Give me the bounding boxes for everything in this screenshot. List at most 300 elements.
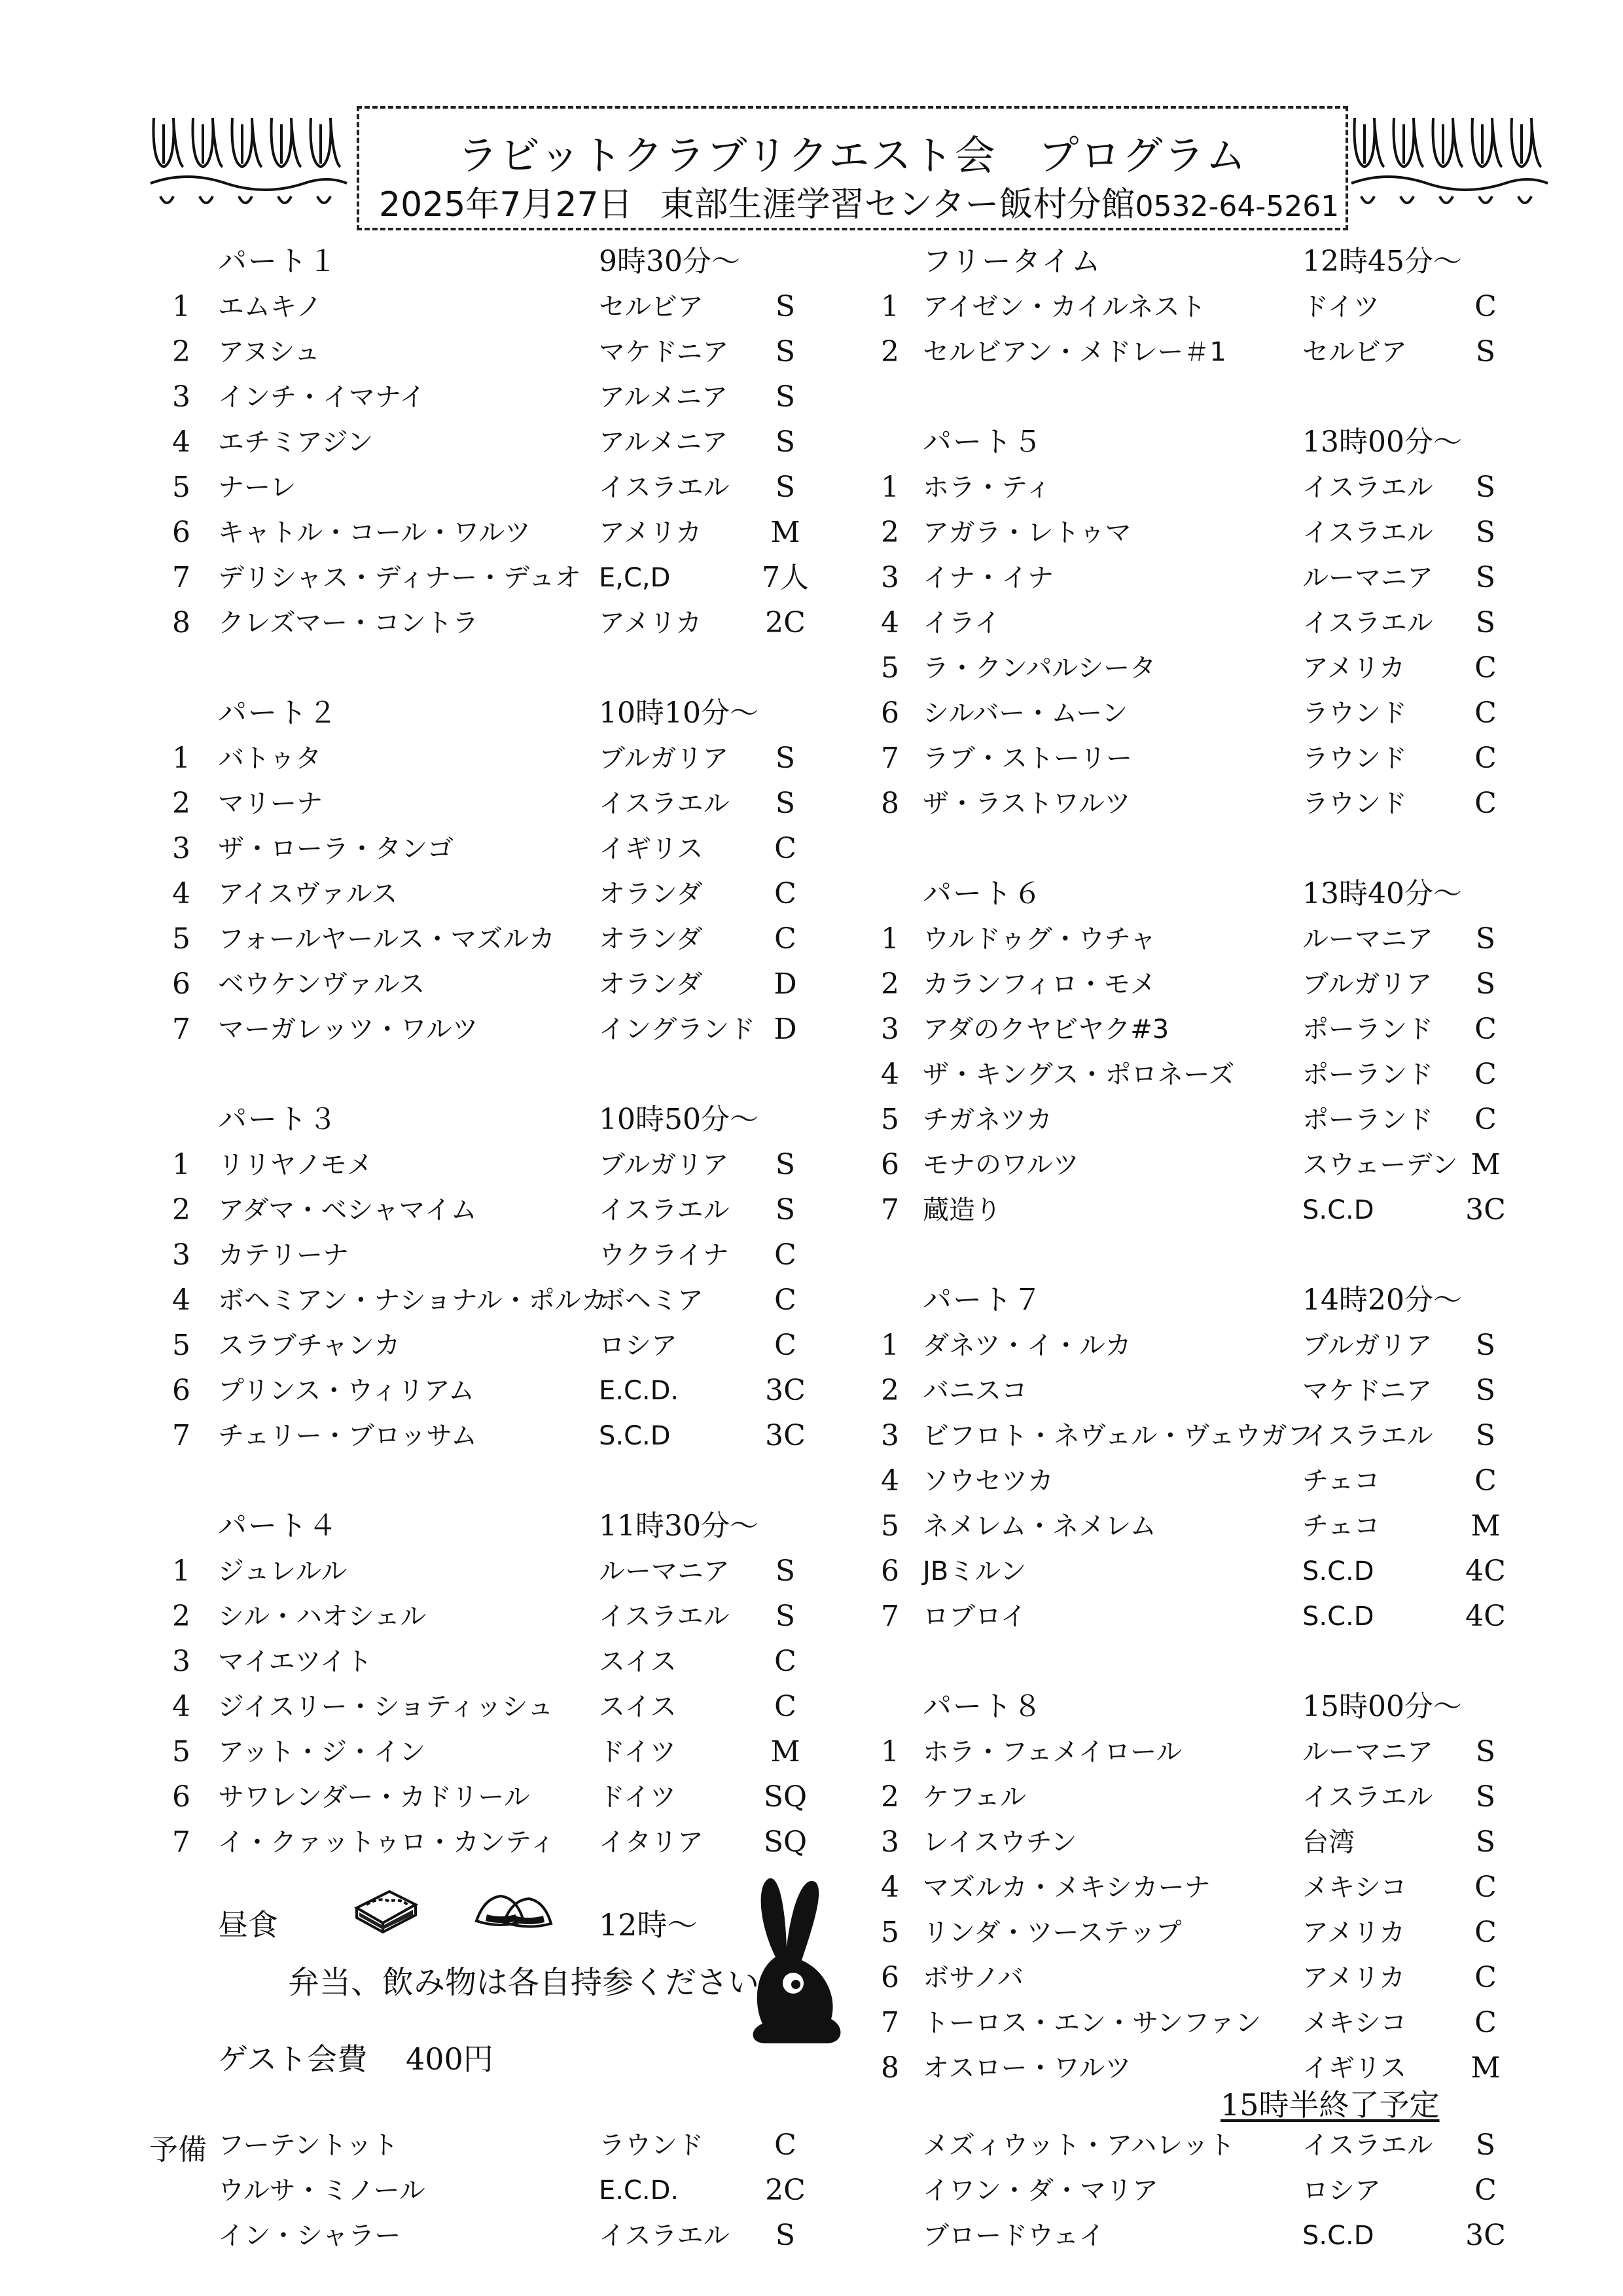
section-time: 13時40分～ — [1302, 877, 1462, 910]
dance-country: ドイツ — [599, 1782, 676, 1812]
dance-country: イスラエル — [1302, 608, 1433, 638]
event-date: 2025年7月27日 — [379, 185, 633, 224]
dance-country: イングランド — [599, 1014, 756, 1045]
dance-type: S — [1475, 606, 1496, 639]
dance-country: アルメニア — [599, 382, 728, 412]
reserve-name: フーテントット — [218, 2130, 399, 2161]
dance-country: ルーマニア — [1302, 924, 1433, 954]
dance-name: カテリーナ — [218, 1240, 349, 1270]
dance-name: サワレンダー・カドリール — [218, 1782, 530, 1812]
dance-name: マイエツイト — [218, 1647, 372, 1677]
dance-country: オランダ — [599, 969, 703, 999]
dance-number: 1 — [172, 1148, 190, 1181]
dance-number: 5 — [172, 1735, 190, 1768]
dance-number: 2 — [881, 335, 899, 368]
dance-name: イナ・イナ — [923, 563, 1054, 593]
dance-name: イ・クァットゥロ・カンティ — [218, 1827, 556, 1857]
sandwich-icon — [350, 1878, 422, 1937]
dance-name: アヌシュ — [218, 337, 321, 367]
dance-name: アダマ・ベシャマイム — [218, 1195, 477, 1225]
rabbit-silhouette-icon — [740, 1872, 857, 2051]
section-time: 13時00分～ — [1302, 425, 1462, 459]
reserve-country: ラウンド — [599, 2130, 704, 2161]
dance-country: S.C.D — [599, 1421, 671, 1451]
dance-type: S — [1475, 922, 1496, 956]
dance-name: イライ — [923, 608, 1001, 638]
dance-number: 7 — [172, 561, 190, 594]
dance-country: チェコ — [1302, 1466, 1380, 1496]
dance-type: S — [775, 335, 796, 368]
bunny-border-right — [1348, 98, 1551, 223]
dance-country: メキシコ — [1302, 1873, 1407, 1903]
dance-number: 6 — [172, 1374, 190, 1407]
dance-number: 3 — [172, 380, 190, 414]
reserve-country: イスラエル — [599, 2221, 730, 2251]
dance-name: チガネツカ — [923, 1105, 1052, 1135]
dance-name: デリシャス・ディナー・デュオ — [218, 563, 581, 593]
dance-name: マズルカ・メキシカーナ — [923, 1873, 1211, 1903]
dance-type: S — [775, 742, 796, 775]
section-title: パート２ — [218, 696, 338, 730]
dance-country: アルメニア — [599, 427, 728, 457]
section-time: 12時45分～ — [1302, 245, 1462, 278]
dance-type: S — [1475, 1825, 1496, 1859]
reserve-type: S — [775, 2219, 796, 2252]
dance-country: E.C.D. — [599, 1376, 679, 1406]
dance-type: C — [774, 832, 796, 865]
dance-name: リンダ・ツーステップ — [923, 1918, 1182, 1948]
dance-type: S — [775, 1554, 796, 1588]
dance-type: D — [774, 967, 797, 1001]
dance-name: フォールヤールス・マズルカ — [218, 924, 556, 954]
dance-number: 3 — [881, 561, 899, 594]
dance-name: アガラ・レトゥマ — [923, 518, 1132, 548]
dance-name: ジュレルル — [218, 1556, 348, 1587]
dance-number: 4 — [881, 1871, 899, 1904]
dance-country: ルーマニア — [599, 1556, 730, 1587]
dance-number: 6 — [881, 696, 899, 730]
section-title: パート５ — [923, 425, 1043, 459]
dance-name: ザ・ラストワルツ — [923, 789, 1131, 819]
dance-number: 2 — [172, 1193, 190, 1227]
dance-type: C — [774, 922, 796, 956]
dance-number: 4 — [172, 1283, 190, 1317]
page-title: ラビットクラブリクエスト会 プログラム — [457, 132, 1247, 179]
reserve-name: イン・シャラー — [218, 2221, 401, 2251]
dance-country: S.C.D — [1302, 1556, 1374, 1587]
dance-type: C — [1474, 290, 1497, 323]
dance-country: マケドニア — [1302, 1376, 1433, 1406]
dance-number: 3 — [172, 1645, 190, 1678]
dance-name: モナのワルツ — [923, 1150, 1079, 1180]
reserve-type: S — [1475, 2128, 1496, 2162]
dance-type: M — [770, 1735, 800, 1768]
dance-country: ドイツ — [1302, 292, 1380, 322]
dance-country: ボヘミア — [599, 1285, 704, 1316]
lunch-note: 弁当、飲み物は各自持参ください — [288, 1964, 760, 2001]
dance-type: S — [1475, 1780, 1496, 1814]
reserve-name: メズィウット・アハレット — [923, 2130, 1235, 2161]
dance-number: 1 — [172, 290, 190, 323]
dance-name: アイスヴァルス — [218, 879, 398, 909]
dance-country: ポーランド — [1302, 1060, 1433, 1090]
section-time: 10時10分～ — [599, 696, 758, 730]
dance-number: 3 — [172, 1238, 190, 1272]
guest-fee-label: ゲスト会費 — [218, 2041, 368, 2077]
dance-country: マケドニア — [599, 337, 729, 367]
dance-type: 7人 — [762, 561, 809, 594]
dance-name: バニスコ — [923, 1376, 1027, 1406]
dance-number: 1 — [172, 1554, 190, 1588]
dance-country: ロシア — [599, 1331, 677, 1361]
dance-name: シルバー・ムーン — [923, 698, 1128, 728]
dance-name: ホラ・ティ — [923, 473, 1052, 503]
dance-country: ブルガリア — [1302, 969, 1433, 999]
dance-name: ナーレ — [218, 473, 296, 503]
dance-number: 4 — [172, 877, 190, 910]
bunny-row-left-icon — [147, 98, 350, 223]
dance-name: エムキノ — [218, 292, 323, 322]
reserve-country: S.C.D — [1302, 2221, 1374, 2251]
dance-type: 3C — [765, 1419, 806, 1452]
dance-name: クレズマー・コントラ — [218, 608, 478, 638]
dance-country: ブルガリア — [1302, 1331, 1433, 1361]
dance-number: 5 — [881, 1509, 899, 1543]
dance-name: マリーナ — [218, 789, 323, 819]
dance-number: 6 — [172, 516, 190, 549]
dance-type: S — [1475, 967, 1496, 1001]
reserve-country: ロシア — [1302, 2176, 1381, 2206]
dance-number: 3 — [881, 1419, 899, 1452]
dance-number: 1 — [881, 922, 899, 956]
dance-name: ウルドゥグ・ウチャ — [923, 924, 1156, 954]
dance-country: アメリカ — [1302, 653, 1406, 683]
dance-country: ブルガリア — [599, 744, 729, 774]
dance-number: 6 — [881, 1148, 899, 1181]
reserve-name: ブロードウェイ — [923, 2221, 1105, 2251]
dance-number: 5 — [172, 1329, 190, 1362]
reserve-label: 予備 — [149, 2133, 207, 2166]
dance-type: C — [1474, 651, 1497, 685]
dance-country: イギリス — [599, 834, 704, 864]
dance-number: 4 — [172, 1690, 190, 1723]
dance-country: セルビア — [599, 292, 704, 322]
dance-number: 6 — [881, 1961, 899, 1994]
dance-name: アダのクヤビヤク#3 — [923, 1014, 1169, 1045]
dance-type: 4C — [1465, 1554, 1506, 1588]
dance-number: 7 — [172, 1013, 190, 1046]
dance-country: ルーマニア — [1302, 1737, 1433, 1767]
dance-type: C — [1474, 1916, 1497, 1949]
section-title: パート６ — [923, 877, 1043, 910]
dance-type: C — [1474, 1464, 1497, 1498]
dance-number: 6 — [172, 1780, 190, 1814]
reserve-type: C — [774, 2128, 796, 2162]
dance-number: 8 — [881, 787, 899, 820]
dance-country: スイス — [599, 1692, 677, 1722]
dance-number: 7 — [881, 1600, 899, 1633]
dance-name: インチ・イマナイ — [218, 382, 426, 412]
dance-type: S — [1475, 1419, 1496, 1452]
dance-name: アット・ジ・イン — [218, 1737, 426, 1767]
dance-country: メキシコ — [1302, 2008, 1407, 2038]
dance-number: 7 — [172, 1419, 190, 1452]
dance-name: ボサノバ — [923, 1963, 1024, 1993]
dance-number: 1 — [881, 1735, 899, 1768]
dance-name: 蔵造り — [923, 1195, 1001, 1225]
dance-type: S — [1475, 1735, 1496, 1768]
dance-country: ポーランド — [1302, 1014, 1433, 1045]
dance-type: S — [1475, 471, 1496, 504]
dance-number: 1 — [881, 290, 899, 323]
dance-type: S — [1475, 561, 1496, 594]
dance-country: アメリカ — [1302, 1963, 1406, 1993]
dance-name: ボヘミアン・ナショナル・ポルカ — [218, 1285, 607, 1316]
dance-type: S — [775, 290, 796, 323]
section-title: パート１ — [218, 245, 338, 278]
dance-type: M — [1471, 1509, 1501, 1543]
dance-type: 4C — [1465, 1600, 1506, 1633]
dance-type: S — [775, 1193, 796, 1227]
dance-number: 5 — [172, 922, 190, 956]
dance-type: C — [1474, 1961, 1497, 1994]
reserve-name: ウルサ・ミノール — [218, 2176, 425, 2206]
dance-country: ドイツ — [599, 1737, 676, 1767]
dance-name: カランフィロ・モメ — [923, 969, 1156, 999]
section-time: 9時30分～ — [599, 245, 740, 278]
dance-number: 4 — [881, 1464, 899, 1498]
dance-name: ラブ・ストーリー — [923, 744, 1132, 774]
dance-country: オランダ — [599, 879, 703, 909]
dance-type: C — [774, 877, 796, 910]
title-box — [357, 106, 1348, 230]
dance-type: S — [775, 1600, 796, 1633]
dance-country: イスラエル — [1302, 1421, 1433, 1451]
section-time: 15時00分～ — [1302, 1690, 1462, 1723]
dance-name: ザ・キングス・ポロネーズ — [923, 1060, 1235, 1090]
dance-number: 8 — [172, 606, 190, 639]
dance-name: リリヤノモメ — [218, 1150, 373, 1180]
dance-name: ホラ・フェメイロール — [923, 1737, 1183, 1767]
dance-country: 台湾 — [1302, 1827, 1355, 1857]
dance-type: S — [1475, 1374, 1496, 1407]
dance-country: ラウンド — [1302, 789, 1407, 819]
dance-type: S — [1475, 516, 1496, 549]
dance-name: ネメレム・ネメレム — [923, 1511, 1156, 1541]
dance-type: S — [775, 380, 796, 414]
dance-number: 3 — [172, 832, 190, 865]
dance-type: M — [1471, 2051, 1501, 2085]
dance-country: アメリカ — [599, 608, 702, 638]
dance-name: エチミアジン — [218, 427, 374, 457]
dance-name: チェリー・ブロッサム — [218, 1421, 477, 1451]
dance-name: スラブチャンカ — [218, 1331, 401, 1361]
dance-country: ブルガリア — [599, 1150, 729, 1180]
dance-country: イスラエル — [599, 1602, 730, 1632]
dance-name: JBミルン — [923, 1556, 1027, 1587]
dance-type: C — [774, 1645, 796, 1678]
dance-name: ベウケンヴァルス — [218, 969, 425, 999]
dance-type: S — [775, 1148, 796, 1181]
dance-number: 5 — [172, 471, 190, 504]
dance-number: 1 — [172, 742, 190, 775]
dance-name: ザ・ローラ・タンゴ — [218, 834, 454, 864]
dance-number: 6 — [172, 967, 190, 1001]
dance-country: S.C.D — [1302, 1195, 1374, 1225]
section-title: パート４ — [218, 1509, 338, 1543]
dance-country: ポーランド — [1302, 1105, 1433, 1135]
dance-type: S — [1475, 1329, 1496, 1362]
dance-type: C — [1474, 1058, 1497, 1091]
dance-type: D — [774, 1013, 797, 1046]
dance-type: C — [1474, 1103, 1497, 1136]
section-title: フリータイム — [923, 245, 1102, 278]
dance-name: ジイスリー・ショティッシュ — [218, 1692, 554, 1722]
dance-country: セルビア — [1302, 337, 1407, 367]
dance-country: S.C.D — [1302, 1602, 1374, 1632]
end-time-note: 15時半終了予定 — [1221, 2087, 1440, 2123]
dance-number: 7 — [881, 1193, 899, 1227]
dance-type: 2C — [765, 606, 806, 639]
dance-number: 7 — [172, 1825, 190, 1859]
dance-number: 2 — [172, 787, 190, 820]
dance-number: 1 — [881, 471, 899, 504]
dance-type: S — [1475, 335, 1496, 368]
dance-name: ビフロト・ネヴェル・ヴェウガフ — [923, 1421, 1313, 1451]
dance-country: イスラエル — [1302, 518, 1433, 548]
dance-name: キャトル・コール・ワルツ — [218, 518, 531, 548]
dance-number: 8 — [881, 2051, 899, 2085]
dance-name: プリンス・ウィリアム — [218, 1376, 474, 1406]
dance-type: M — [1471, 1148, 1501, 1181]
dance-type: 3C — [765, 1374, 806, 1407]
dance-number: 6 — [881, 1554, 899, 1588]
dance-type: C — [1474, 2006, 1497, 2039]
dance-name: ロブロイ — [923, 1602, 1027, 1632]
dance-country: イスラエル — [1302, 1782, 1433, 1812]
dance-type: C — [774, 1238, 796, 1272]
rice-ball-icon — [471, 1888, 556, 1937]
dance-country: ルーマニア — [1302, 563, 1433, 593]
dance-name: アイゼン・カイルネスト — [923, 292, 1206, 322]
dance-country: イスラエル — [599, 789, 730, 819]
dance-type: SQ — [763, 1825, 808, 1859]
date-venue-line — [379, 177, 1339, 226]
dance-number: 3 — [881, 1013, 899, 1046]
dance-name: シル・ハオシェル — [218, 1602, 427, 1632]
reserve-type: 3C — [1465, 2219, 1506, 2252]
bunny-row-right-icon — [1348, 98, 1551, 223]
dance-country: イスラエル — [1302, 473, 1433, 503]
dance-number: 2 — [172, 1600, 190, 1633]
dance-country: ラウンド — [1302, 744, 1407, 774]
dance-name: マーガレッツ・ワルツ — [218, 1014, 478, 1045]
dance-type: C — [774, 1283, 796, 1317]
bunny-border-left — [147, 98, 350, 223]
section-time: 11時30分～ — [599, 1509, 758, 1543]
dance-type: C — [774, 1690, 796, 1723]
dance-country: イスラエル — [599, 1195, 730, 1225]
dance-country: E,C,D — [599, 563, 671, 593]
dance-number: 2 — [172, 335, 190, 368]
dance-number: 5 — [881, 651, 899, 685]
dance-country: アメリカ — [599, 518, 702, 548]
venue: 東部生涯学習センター飯村分館 — [660, 185, 1135, 224]
dance-number: 2 — [881, 967, 899, 1001]
dance-country: アメリカ — [1302, 1918, 1406, 1948]
reserve-type: C — [1474, 2174, 1497, 2207]
dance-type: C — [1474, 696, 1497, 730]
dance-name: トーロス・エン・サンファン — [923, 2008, 1262, 2038]
section-time: 10時50分～ — [599, 1103, 758, 1136]
dance-country: スイス — [599, 1647, 677, 1677]
dance-name: セルビアン・メドレー＃1 — [923, 337, 1226, 367]
dance-country: オランダ — [599, 924, 703, 954]
dance-number: 4 — [172, 425, 190, 459]
dance-name: オスロー・ワルツ — [923, 2053, 1132, 2083]
dance-number: 4 — [881, 1058, 899, 1091]
lunch-label: 昼食 — [218, 1907, 278, 1943]
dance-type: C — [1474, 742, 1497, 775]
dance-type: 3C — [1465, 1193, 1506, 1227]
dance-country: イタリア — [599, 1827, 704, 1857]
dance-type: C — [1474, 787, 1497, 820]
guest-fee-amount: 400円 — [406, 2041, 493, 2077]
dance-name: ラ・クンパルシータ — [923, 653, 1156, 683]
dance-country: イスラエル — [599, 473, 730, 503]
dance-number: 5 — [881, 1103, 899, 1136]
dance-country: ラウンド — [1302, 698, 1407, 728]
reserve-country: E.C.D. — [599, 2176, 679, 2206]
section-title: パート７ — [923, 1283, 1043, 1317]
reserve-type: 2C — [765, 2174, 806, 2207]
dance-number: 7 — [881, 742, 899, 775]
dance-number: 2 — [881, 516, 899, 549]
dance-number: 1 — [881, 1329, 899, 1362]
dance-number: 2 — [881, 1780, 899, 1814]
dance-name: ケフェル — [923, 1782, 1026, 1812]
dance-name: レイスウチン — [923, 1827, 1077, 1857]
reserve-country: イスラエル — [1302, 2130, 1433, 2161]
dance-type: M — [770, 516, 800, 549]
dance-country: スウェーデン — [1302, 1150, 1458, 1180]
section-title: パート８ — [923, 1690, 1043, 1723]
dance-number: 3 — [881, 1825, 899, 1859]
reserve-name: イワン・ダ・マリア — [923, 2176, 1158, 2206]
dance-type: C — [1474, 1871, 1497, 1904]
dance-type: S — [775, 471, 796, 504]
dance-name: ソウセツカ — [923, 1466, 1054, 1496]
dance-country: イギリス — [1302, 2053, 1407, 2083]
dance-type: C — [1474, 1013, 1497, 1046]
phone-number: 0532-64-5261 — [1135, 190, 1340, 223]
dance-country: チェコ — [1302, 1511, 1380, 1541]
dance-number: 2 — [881, 1374, 899, 1407]
section-title: パート３ — [218, 1103, 338, 1136]
dance-type: S — [775, 425, 796, 459]
dance-number: 7 — [881, 2006, 899, 2039]
dance-country: ウクライナ — [599, 1240, 729, 1270]
dance-number: 4 — [881, 606, 899, 639]
dance-type: C — [774, 1329, 796, 1362]
section-time: 14時20分～ — [1302, 1283, 1462, 1317]
dance-number: 5 — [881, 1916, 899, 1949]
dance-type: SQ — [763, 1780, 808, 1814]
dance-name: ダネツ・イ・ルカ — [923, 1331, 1132, 1361]
lunch-time: 12時～ — [599, 1907, 698, 1943]
dance-name: バトゥタ — [218, 744, 322, 774]
dance-type: S — [775, 787, 796, 820]
